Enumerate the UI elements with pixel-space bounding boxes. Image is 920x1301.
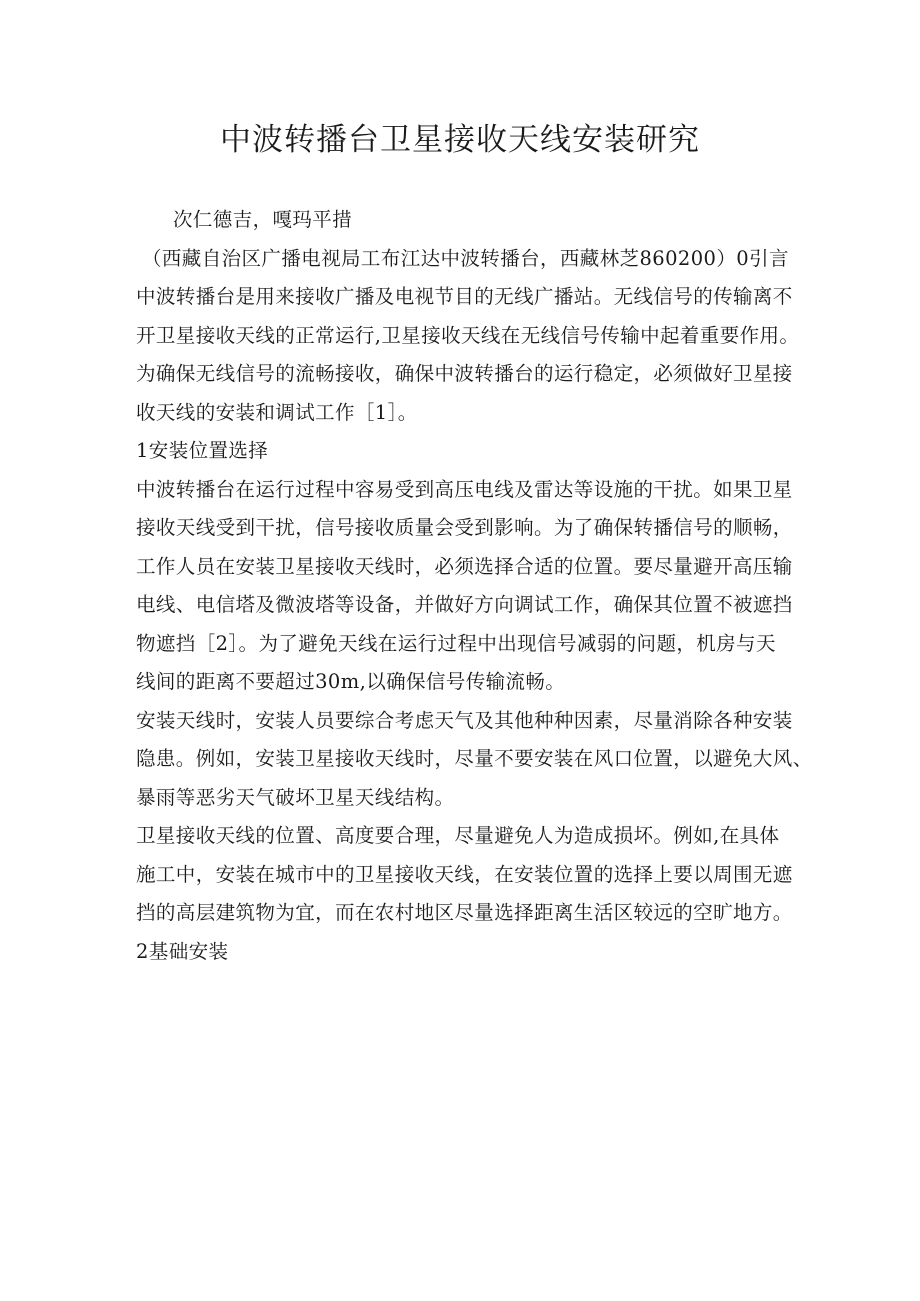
paragraph-line: 卫星接收天线的位置、高度要合理，尽量避免人为造成损坏。例如,在具体 [136, 824, 780, 847]
paragraph-line: 接收天线受到干扰，信号接收质量会受到影响。为了确保转播信号的顺畅， [136, 516, 793, 539]
paragraph-line: 隐患。例如，安装卫星接收天线时，尽量不要安装在风口位置，以避免大风、 [136, 747, 813, 770]
paragraph-line: 施工中，安装在城市中的卫星接收天线，在安装位置的选择上要以周围无遮 [136, 862, 793, 886]
document-title: 中波转播台卫星接收天线安装研究 [220, 122, 700, 158]
paragraph-line: 中波转播台在运行过程中容易受到高压电线及雷达等设施的干扰。如果卫星 [136, 477, 793, 501]
author-line: 次仁德吉，嘎玛平措 [173, 208, 353, 231]
paragraph-line: 物遮挡［2］。为了避免天线在运行过程中出现信号减弱的问题，机房与天 [136, 631, 776, 655]
affiliation-line: （西藏自治区广播电视局工布江达中波转播台，西藏林芝860200）0引言 [142, 246, 789, 270]
paragraph-line: 挡的高层建筑物为宜，而在农村地区尽量选择距离生活区较远的空旷地方。 [136, 901, 793, 924]
paragraph-line: 中波转播台是用来接收广播及电视节目的无线广播站。无线信号的传输离不 [136, 285, 793, 308]
paragraph-line: 暴雨等恶劣天气破坏卫星天线结构。 [136, 785, 455, 809]
section-heading: 1安装位置选择 [136, 439, 269, 462]
paragraph-line: 开卫星接收天线的正常运行,卫星接收天线在无线信号传输中起着重要作用。 [136, 323, 800, 347]
paragraph-line: 线间的距离不要超过30m,以确保信号传输流畅。 [136, 670, 566, 693]
paragraph-line: 安装天线时，安装人员要综合考虑天气及其他种种因素，尽量消除各种安装 [136, 708, 793, 732]
paragraph-line: 工作人员在安装卫星接收天线时，必须选择合适的位置。要尽量避开高压输 [136, 554, 793, 578]
section-heading: 2基础安装 [136, 939, 229, 963]
paragraph-line: 收天线的安装和调试工作［1］。 [136, 400, 418, 424]
paragraph-line: 电线、电信塔及微波塔等设备，并做好方向调试工作，确保其位置不被遮挡 [136, 593, 793, 616]
paragraph-line: 为确保无线信号的流畅接收，确保中波转播台的运行稳定，必须做好卫星接 [136, 362, 793, 385]
document-body [136, 201, 813, 971]
